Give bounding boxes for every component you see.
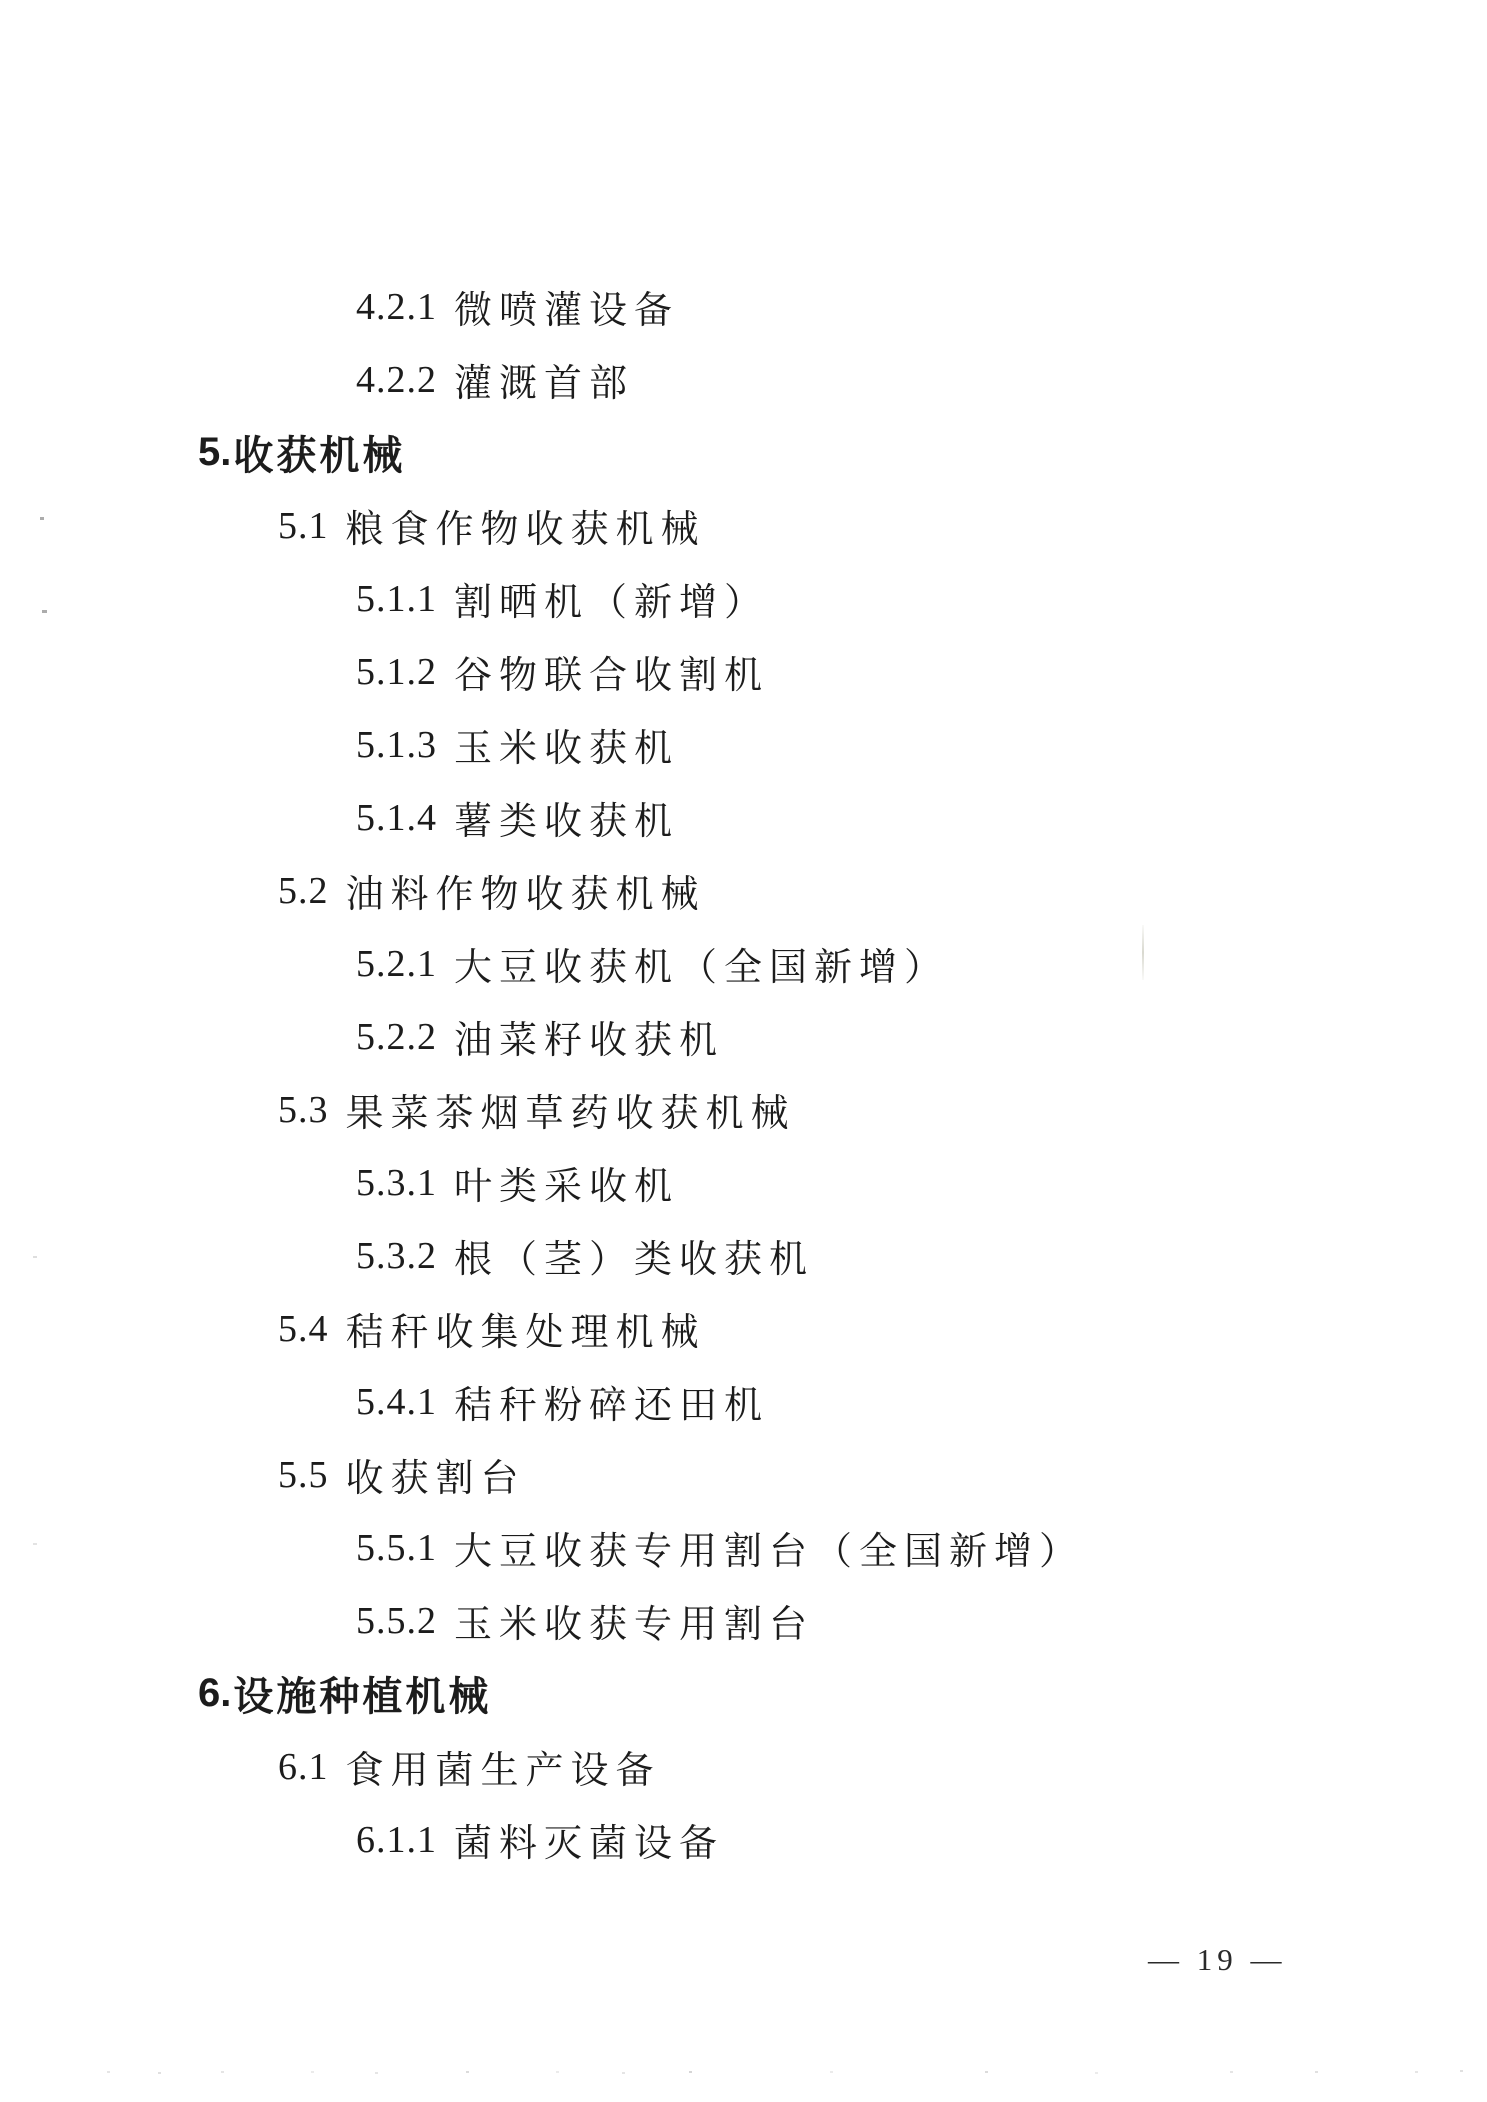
item-label: 大豆收获机（全国新增） — [454, 947, 950, 989]
item-number: 6.1.1 — [356, 1818, 437, 1861]
page-number: — 19 — — [1148, 1942, 1287, 1977]
item-label: 玉米收获机 — [454, 728, 680, 770]
item-label: 粮食作物收获机械 — [345, 509, 706, 551]
item-number: 5.1.4 — [356, 796, 437, 839]
list-item-5-1-4 — [0, 781, 1487, 854]
item-label: 玉米收获专用割台 — [454, 1604, 815, 1646]
list-item-4-2-1 — [0, 270, 1487, 343]
item-label: 薯类收获机 — [454, 801, 680, 843]
item-label: 收获机械 — [233, 434, 406, 478]
item-label: 秸秆粉碎还田机 — [454, 1385, 770, 1427]
scan-speck — [40, 517, 44, 520]
list-item-5 — [0, 416, 1487, 489]
list-item-5-3-2 — [0, 1219, 1487, 1292]
item-label: 割晒机（新增） — [454, 582, 770, 624]
item-label: 叶类采收机 — [454, 1166, 680, 1208]
item-label: 微喷灌设备 — [454, 290, 680, 332]
list-item-6-1-1 — [0, 1803, 1487, 1876]
scan-noise-row — [0, 2071, 3, 2073]
item-number: 5.3.1 — [356, 1161, 437, 1204]
item-number: 5.2.2 — [356, 1015, 437, 1058]
list-item-5-1-1 — [0, 562, 1487, 635]
item-number: 5.1.3 — [356, 723, 437, 766]
list-item-5-1-2 — [0, 635, 1487, 708]
item-label: 收获割台 — [345, 1458, 526, 1500]
item-number: 5.1 — [278, 504, 329, 547]
item-number: 6.1 — [278, 1745, 329, 1788]
scan-speck — [33, 1543, 37, 1545]
item-number: 5.2 — [278, 869, 329, 912]
list-item-5-5-2 — [0, 1584, 1487, 1657]
list-item-4-2-2 — [0, 343, 1487, 416]
item-label: 油料作物收获机械 — [345, 874, 706, 916]
scan-speck — [42, 610, 47, 613]
item-label: 根（茎）类收获机 — [454, 1239, 815, 1281]
list-item-5-5 — [0, 1438, 1487, 1511]
item-number: 5.5.2 — [356, 1599, 437, 1642]
list-item-5-4-1 — [0, 1365, 1487, 1438]
item-number: 5.3 — [278, 1088, 329, 1131]
item-label: 食用菌生产设备 — [345, 1750, 661, 1792]
item-number: 5.4 — [278, 1307, 329, 1350]
item-label: 大豆收获专用割台（全国新增） — [454, 1531, 1085, 1573]
list-item-5-2 — [0, 854, 1487, 927]
item-number: 6. — [198, 1671, 232, 1715]
list-item-5-3 — [0, 1073, 1487, 1146]
list-item-5-2-1 — [0, 927, 1487, 1000]
item-number: 5.4.1 — [356, 1380, 437, 1423]
item-number: 4.2.1 — [356, 285, 437, 328]
list-item-5-4 — [0, 1292, 1487, 1365]
item-label: 秸秆收集处理机械 — [345, 1312, 706, 1354]
item-number: 4.2.2 — [356, 358, 437, 401]
scan-scratch — [1142, 925, 1144, 980]
item-number: 5.3.2 — [356, 1234, 437, 1277]
list-item-5-5-1 — [0, 1511, 1487, 1584]
item-label: 灌溉首部 — [454, 363, 635, 405]
list-item-5-1 — [0, 489, 1487, 562]
item-label: 果菜茶烟草药收获机械 — [345, 1093, 796, 1135]
item-number: 5.5.1 — [356, 1526, 437, 1569]
item-label: 谷物联合收割机 — [454, 655, 770, 697]
item-number: 5.5 — [278, 1453, 329, 1496]
item-label: 菌料灭菌设备 — [454, 1823, 725, 1865]
list-item-5-1-3 — [0, 708, 1487, 781]
item-number: 5.1.2 — [356, 650, 437, 693]
list-item-6-1 — [0, 1730, 1487, 1803]
item-label: 设施种植机械 — [233, 1675, 492, 1719]
item-number: 5. — [198, 430, 232, 474]
item-number: 5.1.1 — [356, 577, 437, 620]
list-item-5-2-2 — [0, 1000, 1487, 1073]
item-label: 油菜籽收获机 — [454, 1020, 725, 1062]
list-item-6 — [0, 1657, 1487, 1730]
list-item-5-3-1 — [0, 1146, 1487, 1219]
item-number: 5.2.1 — [356, 942, 437, 985]
scan-speck — [33, 1256, 37, 1258]
